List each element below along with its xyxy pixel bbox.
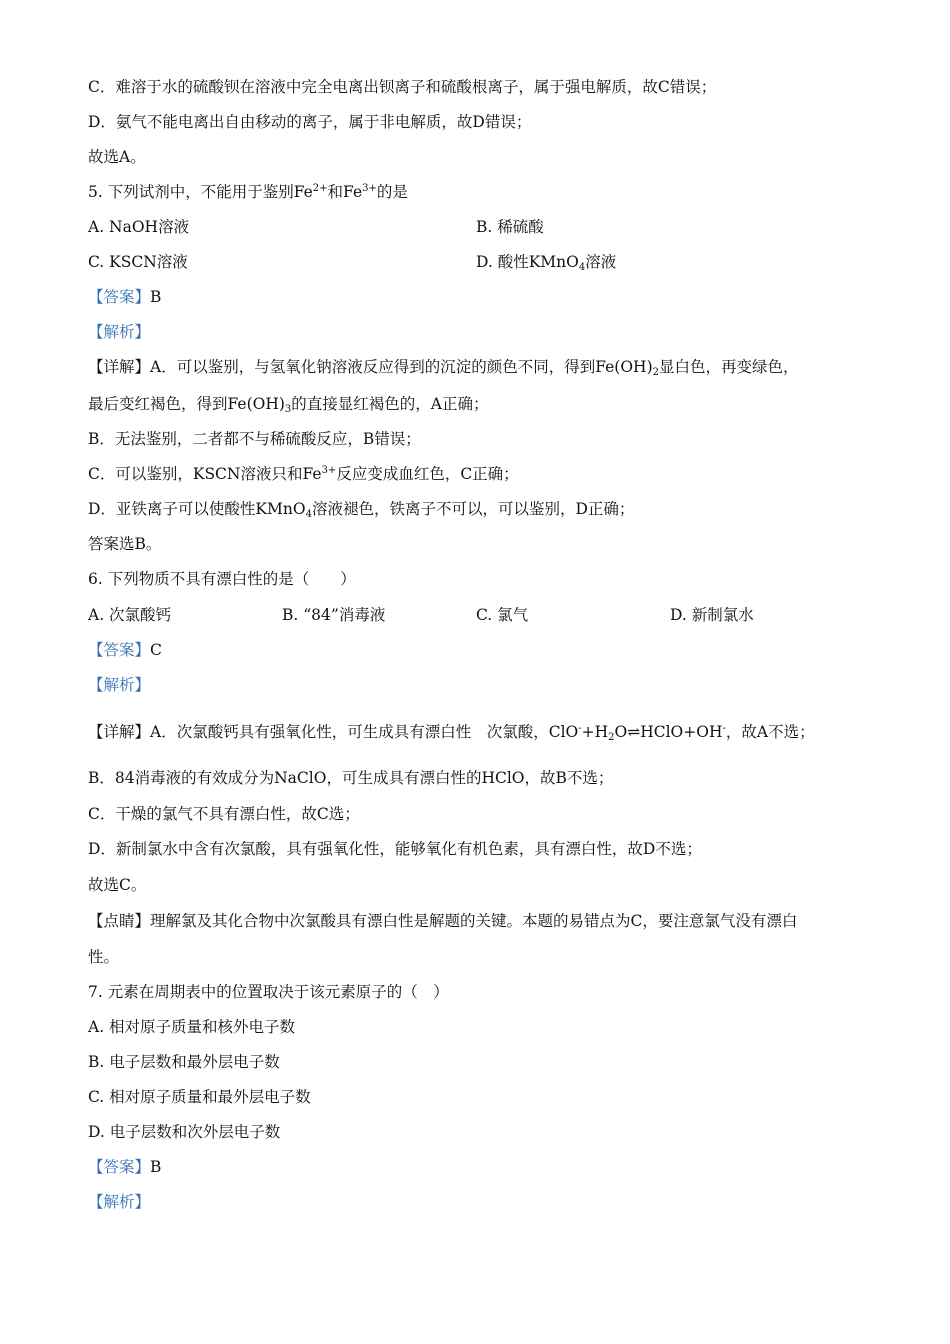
prev-option-c-explanation: C．难溶于水的硫酸钡在溶液中完全电离出钡离子和硫酸根离子，属于强电解质，故C错误；: [88, 78, 717, 96]
q6-analysis-tag: 【解析】: [88, 676, 151, 694]
q6-stem: 6. 下列物质不具有漂白性的是（ ）: [88, 570, 356, 588]
q6-option-a: A. 次氯酸钙: [88, 606, 172, 624]
q7-option-d: D. 电子层数和次外层电子数: [88, 1123, 281, 1141]
prev-option-d-explanation: D．氨气不能电离出自由移动的离子，属于非电解质，故D错误；: [88, 113, 532, 131]
answer-tag: 【答案】: [88, 641, 151, 659]
q5-option-b: B. 稀硫酸: [476, 218, 544, 236]
q6-answer: 【答案】C: [88, 641, 162, 659]
q5-option-d: D. 酸性KMnO$_4$溶液: [476, 253, 617, 273]
prev-conclusion: 故选A。: [88, 148, 146, 166]
q5-answer: 【答案】B: [88, 288, 162, 306]
q5-detail-b: B．无法鉴别，二者都不与稀硫酸反应，B错误；: [88, 430, 421, 448]
answer-tag: 【答案】: [88, 288, 151, 306]
q5-conclusion: 答案选B。: [88, 535, 162, 553]
q7-option-c: C. 相对原子质量和最外层电子数: [88, 1088, 311, 1106]
q5-analysis-tag: 【解析】: [88, 323, 151, 341]
q7-option-b: B. 电子层数和最外层电子数: [88, 1053, 280, 1071]
q7-analysis-tag: 【解析】: [88, 1193, 151, 1211]
q6-conclusion: 故选C。: [88, 876, 147, 894]
q5-detail-d: D．亚铁离子可以使酸性KMnO$_4$溶液褪色，铁离子不可以，可以鉴别，D正确；: [88, 500, 635, 520]
q5-option-a: A. NaOH溶液: [88, 218, 190, 236]
q6-note-line1: 【点睛】理解氯及其化合物中次氯酸具有漂白性是解题的关键。本题的易错点为C，要注意氯气没有漂白: [88, 912, 798, 930]
q6-detail-d: D．新制氯水中含有次氯酸，具有强氧化性，能够氧化有机色素，具有漂白性，故D不选；: [88, 840, 702, 858]
answer-tag: 【答案】: [88, 1158, 151, 1176]
q7-answer: 【答案】B: [88, 1158, 162, 1176]
q6-option-d: D. 新制氯水: [670, 606, 754, 624]
q6-option-c: C. 氯气: [476, 606, 529, 624]
q7-option-a: A. 相对原子质量和核外电子数: [88, 1018, 296, 1036]
q5-detail-a-line1: 【详解】A．可以鉴别，与氢氧化钠溶液反应得到的沉淀的颜色不同，得到$Fe(OH)_2$显白色，再变绿色，: [88, 358, 799, 378]
q6-option-b: B. “84”消毒液: [282, 606, 386, 624]
q5-detail-c: C．可以鉴别，KSCN溶液只和$Fe^{3+}$反应变成血红色，C正确；: [88, 465, 519, 483]
q6-detail-b: B．84消毒液的有效成分为NaClO，可生成具有漂白性的HClO，故B不选；: [88, 769, 614, 787]
q5-detail-a-line2: 最后变红褐色，得到$Fe(OH)_3$的直接显红褐色的，A正确；: [88, 395, 489, 415]
q7-stem: 7. 元素在周期表中的位置取决于该元素原子的（ ）: [88, 983, 449, 1001]
q6-note-line2: 性。: [88, 948, 120, 966]
q6-detail-a: 【详解】A．次氯酸钙具有强氧化性，可生成具有漂白性 次氯酸，$ClO^-+H_2O\rightleftharpoons HClO+OH^-$，故A不选；: [88, 723, 815, 743]
q5-option-c: C. KSCN溶液: [88, 253, 188, 271]
q5-stem: 5. 下列试剂中，不能用于鉴别$Fe^{2+}$和$Fe^{3+}$的是: [88, 183, 408, 201]
q6-detail-c: C．干燥的氯气不具有漂白性，故C选；: [88, 805, 360, 823]
